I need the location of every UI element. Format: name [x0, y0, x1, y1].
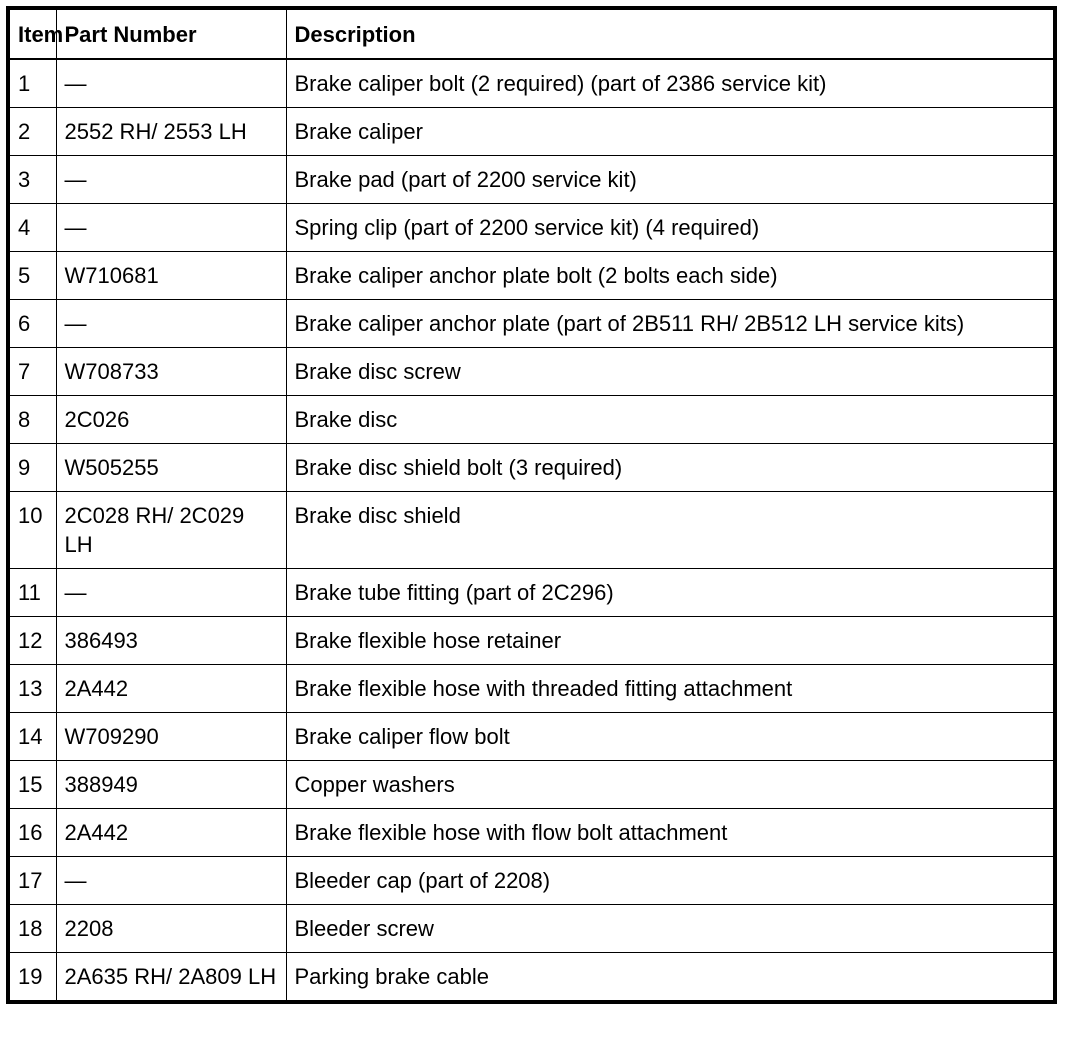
item-cell: 1	[8, 59, 56, 108]
table-row	[8, 59, 1055, 108]
part-number-cell: —	[56, 59, 286, 108]
table-row	[8, 396, 1055, 444]
description-cell: Brake flexible hose with flow bolt attachment	[286, 809, 1055, 857]
table-row	[8, 617, 1055, 665]
table-row	[8, 905, 1055, 953]
item-cell: 16	[8, 809, 56, 857]
header-item: Item	[8, 8, 56, 59]
table-row	[8, 156, 1055, 204]
part-number-cell: 388949	[56, 761, 286, 809]
parts-table	[6, 6, 1057, 1004]
description-cell: Brake tube fitting (part of 2C296)	[286, 569, 1055, 617]
description-cell: Brake pad (part of 2200 service kit)	[286, 156, 1055, 204]
item-cell: 6	[8, 300, 56, 348]
table-header	[8, 8, 1055, 59]
item-cell: 7	[8, 348, 56, 396]
item-cell: 15	[8, 761, 56, 809]
item-cell: 9	[8, 444, 56, 492]
table-row	[8, 348, 1055, 396]
description-cell: Bleeder cap (part of 2208)	[286, 857, 1055, 905]
part-number-cell: 2208	[56, 905, 286, 953]
table-row	[8, 809, 1055, 857]
description-cell: Brake caliper anchor plate bolt (2 bolts each side)	[286, 252, 1055, 300]
table-row	[8, 761, 1055, 809]
table-row	[8, 569, 1055, 617]
description-cell: Brake caliper	[286, 108, 1055, 156]
table-body	[8, 59, 1055, 1002]
table-row	[8, 665, 1055, 713]
item-cell: 8	[8, 396, 56, 444]
description-cell: Brake disc screw	[286, 348, 1055, 396]
item-cell: 3	[8, 156, 56, 204]
item-cell: 18	[8, 905, 56, 953]
description-cell: Brake disc shield	[286, 492, 1055, 569]
part-number-cell: 2A442	[56, 665, 286, 713]
part-number-cell: —	[56, 300, 286, 348]
description-cell: Brake caliper bolt (2 required) (part of 2386 service kit)	[286, 59, 1055, 108]
description-cell: Brake caliper anchor plate (part of 2B511 RH/ 2B512 LH service kits)	[286, 300, 1055, 348]
header-description: Description	[286, 8, 1055, 59]
description-cell: Brake disc	[286, 396, 1055, 444]
description-cell: Brake disc shield bolt (3 required)	[286, 444, 1055, 492]
part-number-cell: —	[56, 204, 286, 252]
part-number-cell: —	[56, 569, 286, 617]
part-number-cell: W710681	[56, 252, 286, 300]
description-cell: Brake caliper flow bolt	[286, 713, 1055, 761]
header-row	[8, 8, 1055, 59]
description-cell: Spring clip (part of 2200 service kit) (4 required)	[286, 204, 1055, 252]
item-cell: 5	[8, 252, 56, 300]
table-row	[8, 252, 1055, 300]
item-cell: 14	[8, 713, 56, 761]
item-cell: 17	[8, 857, 56, 905]
part-number-cell: —	[56, 156, 286, 204]
part-number-cell: W505255	[56, 444, 286, 492]
table-row	[8, 108, 1055, 156]
table-row	[8, 953, 1055, 1003]
description-cell: Copper washers	[286, 761, 1055, 809]
part-number-cell: 2A442	[56, 809, 286, 857]
item-cell: 4	[8, 204, 56, 252]
part-number-cell: W708733	[56, 348, 286, 396]
part-number-cell: 2A635 RH/ 2A809 LH	[56, 953, 286, 1003]
part-number-cell: 2C028 RH/ 2C029 LH	[56, 492, 286, 569]
description-cell: Bleeder screw	[286, 905, 1055, 953]
item-cell: 2	[8, 108, 56, 156]
item-cell: 19	[8, 953, 56, 1003]
table-row	[8, 444, 1055, 492]
description-cell: Brake flexible hose retainer	[286, 617, 1055, 665]
item-cell: 10	[8, 492, 56, 569]
item-cell: 12	[8, 617, 56, 665]
table-row	[8, 204, 1055, 252]
part-number-cell: W709290	[56, 713, 286, 761]
description-cell: Brake flexible hose with threaded fitting attachment	[286, 665, 1055, 713]
header-part-number: Part Number	[56, 8, 286, 59]
part-number-cell: 2C026	[56, 396, 286, 444]
part-number-cell: —	[56, 857, 286, 905]
table-row	[8, 300, 1055, 348]
item-cell: 13	[8, 665, 56, 713]
item-cell: 11	[8, 569, 56, 617]
table-row	[8, 492, 1055, 569]
part-number-cell: 386493	[56, 617, 286, 665]
table-row	[8, 713, 1055, 761]
part-number-cell: 2552 RH/ 2553 LH	[56, 108, 286, 156]
table-row	[8, 857, 1055, 905]
description-cell: Parking brake cable	[286, 953, 1055, 1003]
